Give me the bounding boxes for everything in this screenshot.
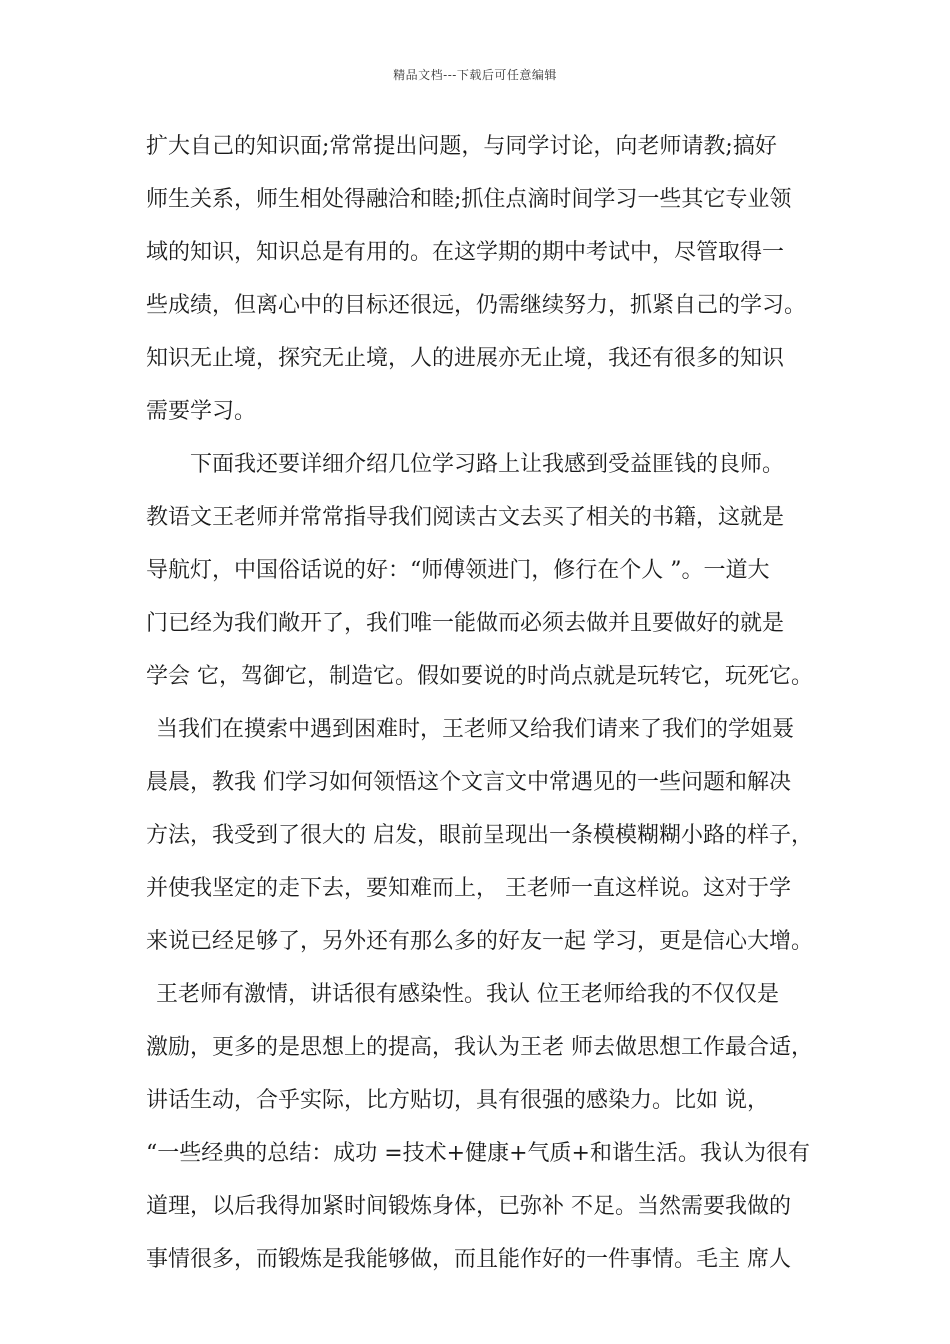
- text-line: 讲话生动，合乎实际，比方贴切，具有很强的感染力。比如 说，: [146, 1088, 769, 1113]
- text-line: 道理，以后我得加紧时间锻炼身体，已弥补 不足。当然需要我做的: [146, 1194, 791, 1219]
- text-line: 方法，我受到了很大的 启发，眼前呈现出一条模模糊糊小路的样子，: [146, 823, 813, 848]
- text-line: 当我们在摸索中遇到困难时，王老师又给我们请来了我们的学姐聂: [156, 717, 795, 742]
- text-line: 来说已经足够了，另外还有那么多的好友一起 学习，更是信心大增。: [146, 929, 813, 954]
- text-line: 师生关系，师生相处得融洽和睦;抓住点滴时间学习一些其它专业领: [146, 187, 792, 212]
- text-line: 扩大自己的知识面;常常提出问题，与同学讨论，向老师请教;搞好: [146, 134, 777, 159]
- text-line: 激励，更多的是思想上的提高，我认为王老 师去做思想工作最合适，: [146, 1035, 813, 1060]
- text-line: “一些经典的总结：成功 =技术+健康+气质+和谐生活。我认为很有: [146, 1141, 810, 1166]
- text-line: 教语文王老师并常常指导我们阅读古文去买了相关的书籍，这就是: [146, 505, 785, 530]
- text-line: 域的知识，知识总是有用的。在这学期的期中考试中，尽管取得一: [146, 240, 785, 265]
- page-header: 精品文档---下载后可任意编辑: [393, 68, 557, 82]
- text-line: 晨晨，教我 们学习如何领悟这个文言文中常遇见的一些问题和解决: [146, 770, 791, 795]
- text-line: 并使我坚定的走下去，要知难而上， 王老师一直这样说。这对于学: [146, 876, 791, 901]
- text-line: 些成绩，但离心中的目标还很远，仍需继续努力，抓紧自己的学习。: [146, 293, 807, 318]
- text-line: 知识无止境，探究无止境，人的进展亦无止境，我还有很多的知识: [146, 346, 785, 371]
- text-line: 下面我还要详细介绍几位学习路上让我感到受益匪钱的良师。: [190, 452, 785, 477]
- text-line: 门已经为我们敞开了，我们唯一能做而必须去做并且要做好的就是: [146, 611, 785, 636]
- text-line: 需要学习。: [146, 399, 257, 424]
- text-line: 学会 它，驾御它，制造它。假如要说的时尚点就是玩转它，玩死它。: [146, 664, 813, 689]
- text-line: 导航灯，中国俗话说的好：“师傅领进门，修行在个人 ”。一道大: [146, 558, 770, 583]
- text-line: 事情很多，而锻炼是我能够做，而且能作好的一件事情。毛主 席人: [146, 1247, 791, 1272]
- text-line: 王老师有激情，讲话很有感染性。我认 位王老师给我的不仅仅是: [156, 982, 779, 1007]
